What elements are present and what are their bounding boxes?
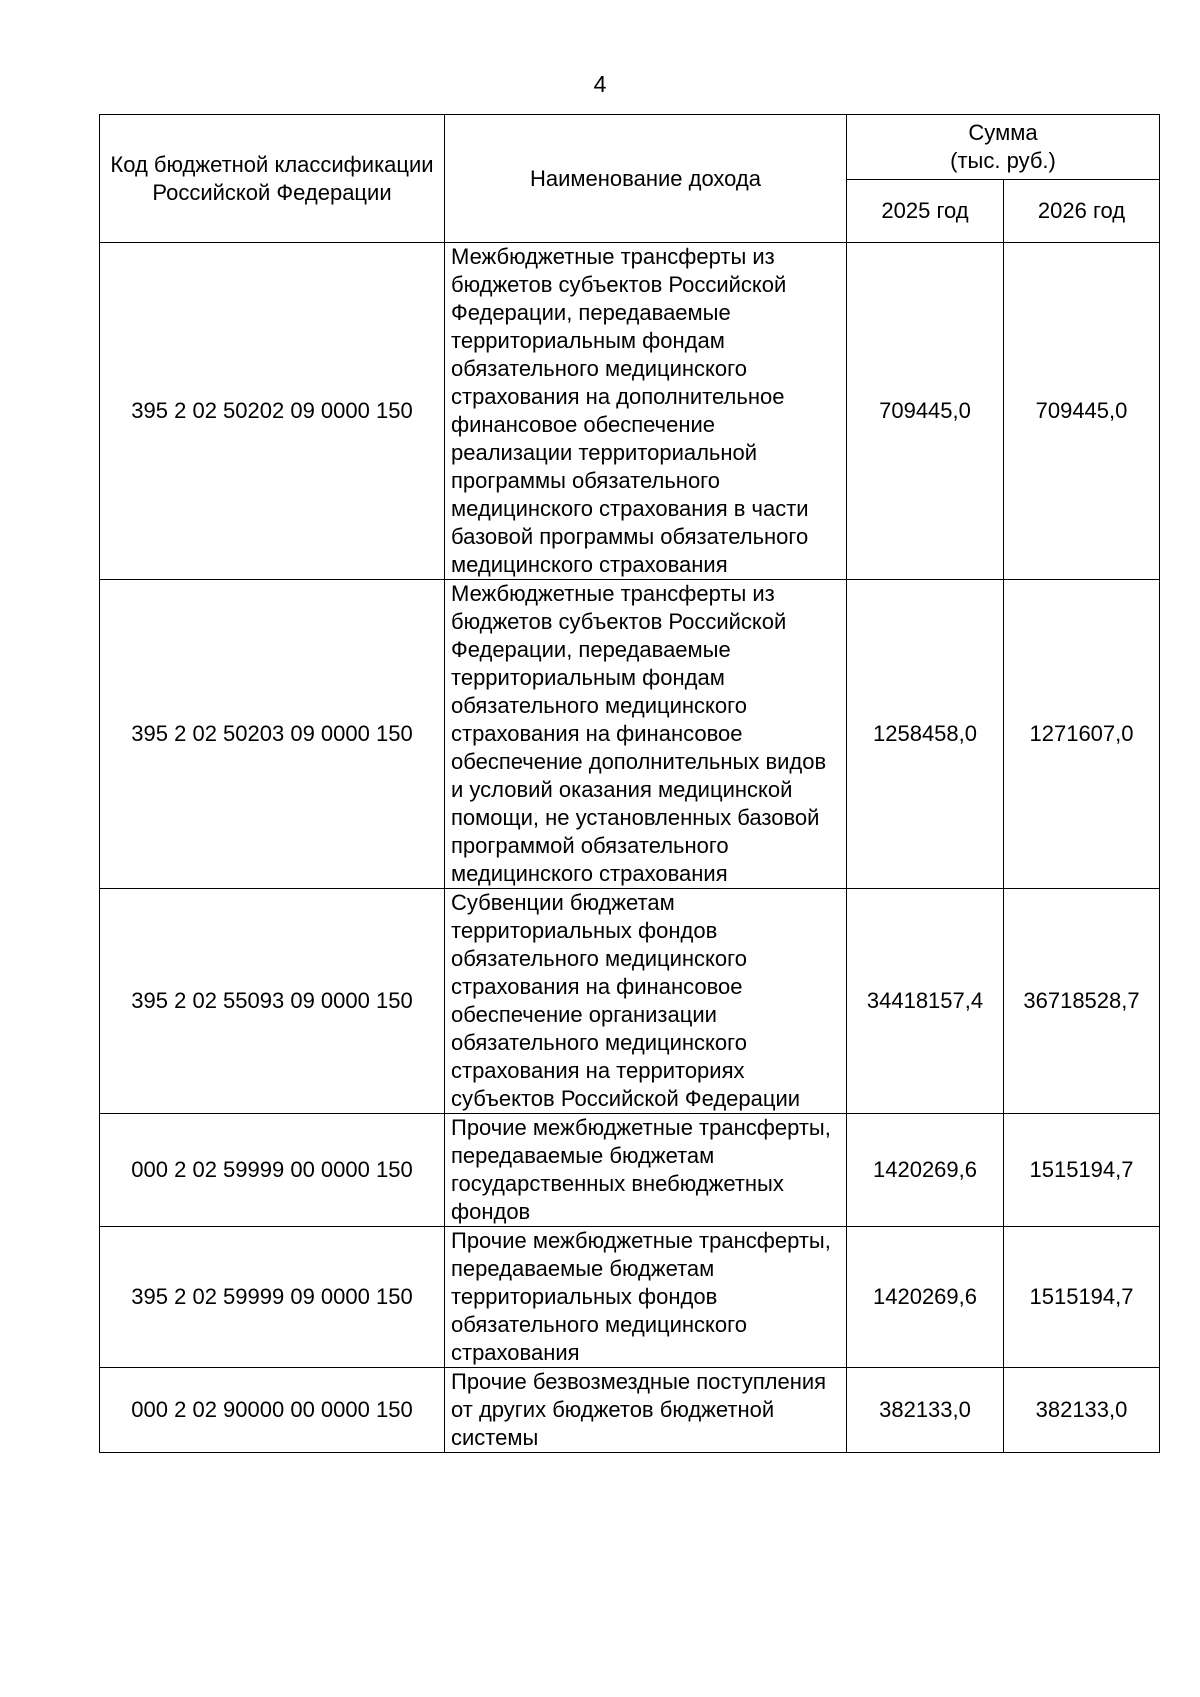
table-row <box>100 1114 1160 1227</box>
budget-code-cell: 395 2 02 55093 09 0000 150 <box>100 889 445 1114</box>
revenue-table <box>99 114 1160 1453</box>
table-row <box>100 243 1160 580</box>
header-sum <box>847 115 1160 180</box>
table-row <box>100 1368 1160 1453</box>
amount-2025-cell: 34418157,4 <box>847 889 1004 1114</box>
budget-code-cell: 395 2 02 50203 09 0000 150 <box>100 580 445 889</box>
budget-code-cell: 395 2 02 50202 09 0000 150 <box>100 243 445 580</box>
amount-2026-cell: 382133,0 <box>1004 1368 1160 1453</box>
income-name-cell: Прочие безвозмездные поступления от других бюджетов бюджетной системы <box>445 1368 847 1453</box>
income-name-cell: Межбюджетные трансферты из бюджетов субъектов Российской Федерации, передаваемые территориальным фондам обязательного медицинского страхования на дополнительное финансовое обеспечение реализации территориальной программы обязательного медицинского страхования в части базовой программы обязательного медицинского страхования <box>445 243 847 580</box>
table-row <box>100 1227 1160 1368</box>
amount-2026-cell: 709445,0 <box>1004 243 1160 580</box>
income-name-cell: Межбюджетные трансферты из бюджетов субъектов Российской Федерации, передаваемые территориальным фондам обязательного медицинского страхования на финансовое обеспечение дополнительных видов и условий оказания медицинской помощи, не установленных базовой программой обязательного медицинского страхования <box>445 580 847 889</box>
amount-2025-cell: 1258458,0 <box>847 580 1004 889</box>
budget-code-cell: 000 2 02 59999 00 0000 150 <box>100 1114 445 1227</box>
page-number: 4 <box>593 71 607 97</box>
table-row <box>100 580 1160 889</box>
table-row <box>100 889 1160 1114</box>
income-name-cell: Субвенции бюджетам территориальных фондов обязательного медицинского страхования на финансовое обеспечение организации обязательного медицинского страхования на территориях субъектов Российской Федерации <box>445 889 847 1114</box>
header-budget-code: Код бюджетной классификации Российской Федерации <box>100 115 445 243</box>
amount-2026-cell: 36718528,7 <box>1004 889 1160 1114</box>
budget-code-cell: 395 2 02 59999 09 0000 150 <box>100 1227 445 1368</box>
amount-2025-cell: 709445,0 <box>847 243 1004 580</box>
income-name-cell: Прочие межбюджетные трансферты, передаваемые бюджетам государственных внебюджетных фондов <box>445 1114 847 1227</box>
header-income-name: Наименование дохода <box>445 115 847 243</box>
income-name-cell: Прочие межбюджетные трансферты, передаваемые бюджетам территориальных фондов обязательного медицинского страхования <box>445 1227 847 1368</box>
amount-2026-cell: 1515194,7 <box>1004 1227 1160 1368</box>
amount-2026-cell: 1271607,0 <box>1004 580 1160 889</box>
header-sum-unit: (тыс. руб.) <box>950 148 1056 173</box>
header-year-2026: 2026 год <box>1004 180 1160 243</box>
amount-2025-cell: 382133,0 <box>847 1368 1004 1453</box>
header-year-2025: 2025 год <box>847 180 1004 243</box>
budget-code-cell: 000 2 02 90000 00 0000 150 <box>100 1368 445 1453</box>
amount-2026-cell: 1515194,7 <box>1004 1114 1160 1227</box>
amount-2025-cell: 1420269,6 <box>847 1227 1004 1368</box>
amount-2025-cell: 1420269,6 <box>847 1114 1004 1227</box>
header-sum-label: Сумма <box>968 120 1038 145</box>
